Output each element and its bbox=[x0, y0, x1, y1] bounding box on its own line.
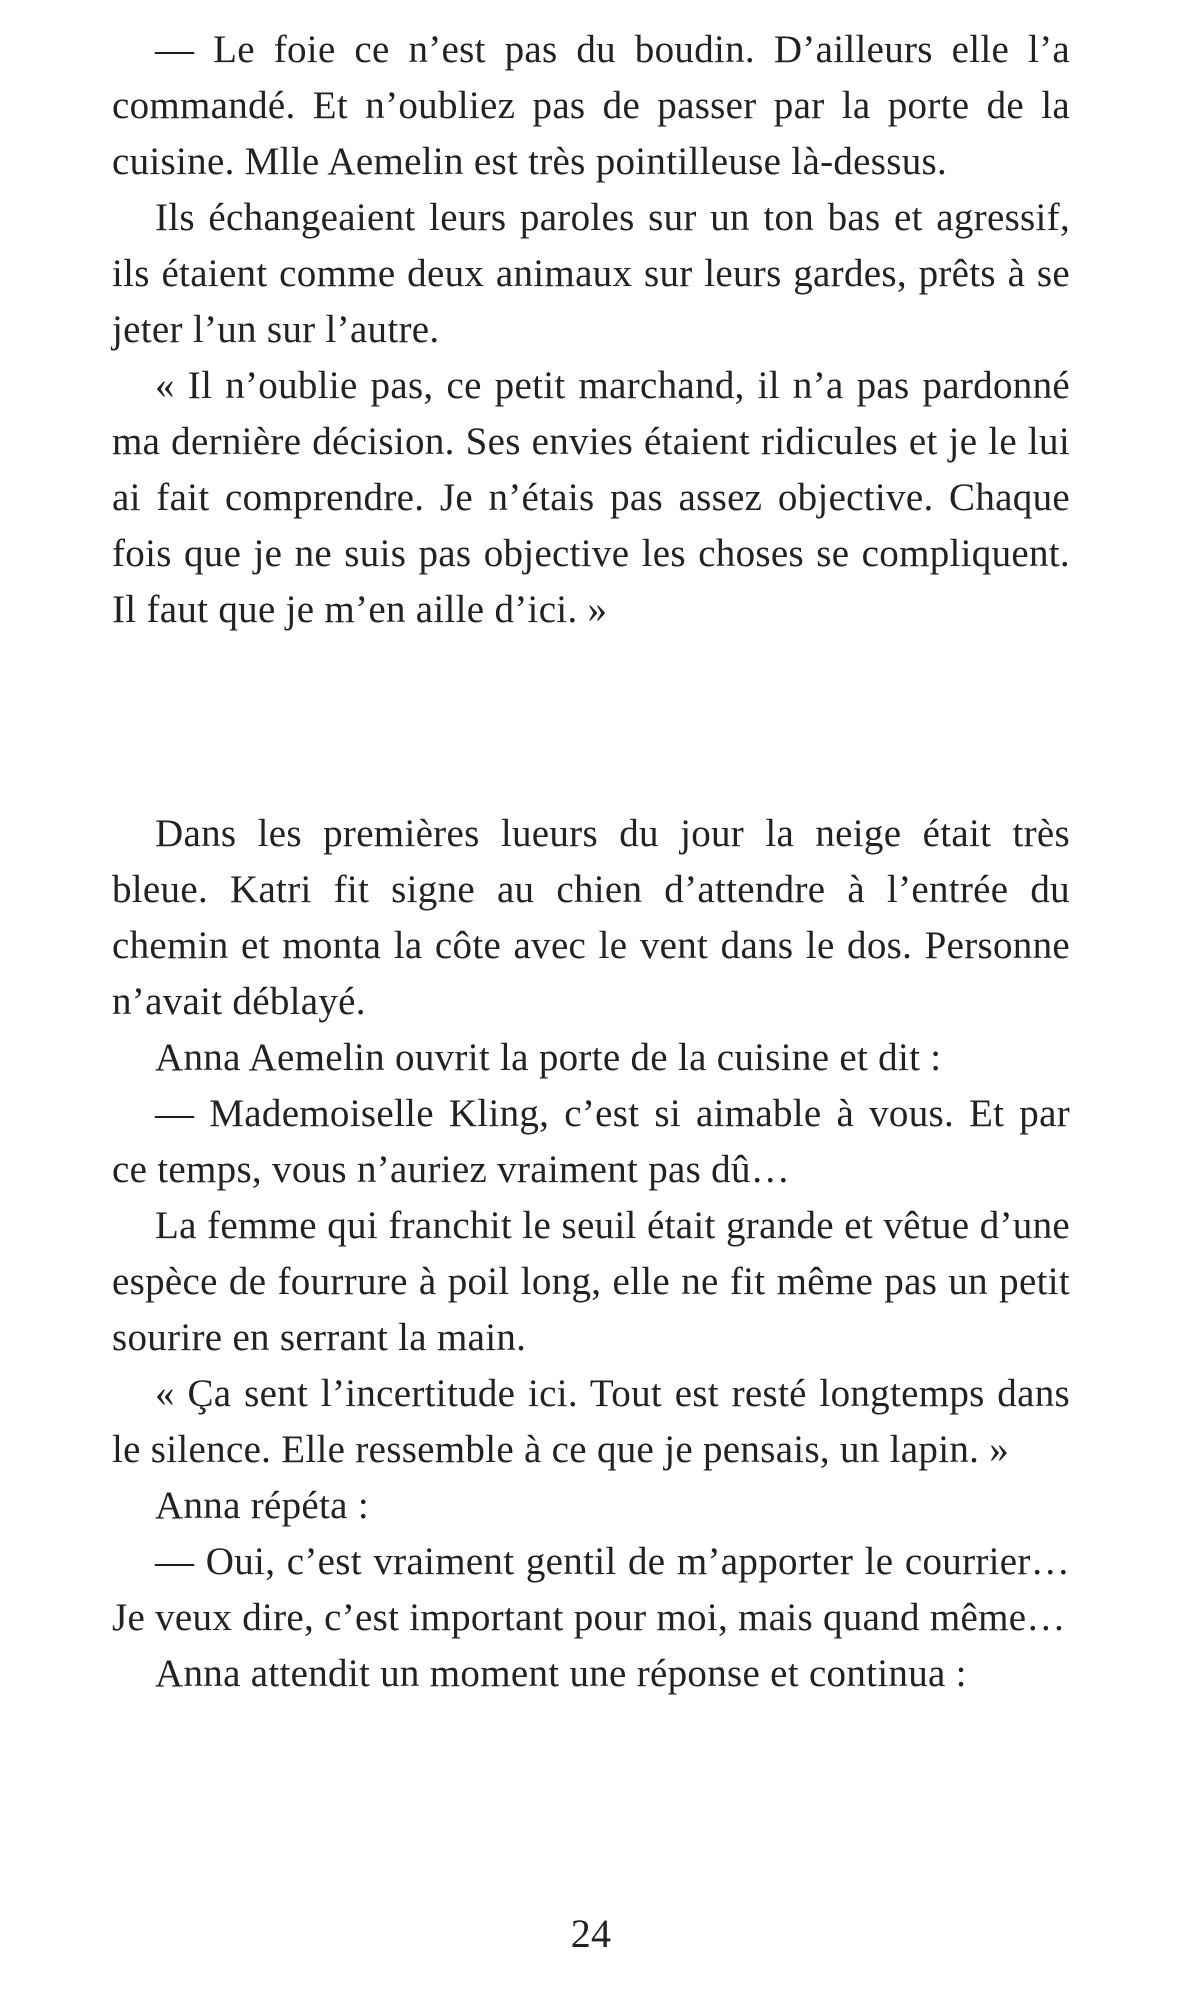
paragraph: — Mademoiselle Kling, c’est si aimable à vous. Et par ce temps, vous n’auriez vraiment pas dû… bbox=[112, 1092, 1070, 1191]
paragraph: « Ça sent l’incertitude ici. Tout est resté longtemps dans le silence. Elle ressemble à ce que je pensais, un lapin. » bbox=[112, 1372, 1070, 1471]
paragraph: — Le foie ce n’est pas du boudin. D’ailleurs elle l’a commandé. Et n’oubliez pas de passer par la porte de la cuisine. Mlle Aemelin est très pointilleuse là-dessus. bbox=[112, 28, 1070, 183]
page-number: 24 bbox=[570, 1911, 612, 1956]
paragraph: La femme qui franchit le seuil était grande et vêtue d’une espèce de fourrure à poil long, elle ne fit même pas un petit sourire en serrant la main. bbox=[112, 1204, 1070, 1359]
paragraph: — Oui, c’est vraiment gentil de m’apporter le courrier… Je veux dire, c’est important pour moi, mais quand même… bbox=[112, 1540, 1070, 1639]
paragraph: Dans les premières lueurs du jour la neige était très bleue. Katri fit signe au chien d’attendre à l’entrée du chemin et monta la côte avec le vent dans le dos. Personne n’avait déblayé. bbox=[112, 812, 1070, 1023]
text-section-1 bbox=[112, 22, 1070, 638]
paragraph: Anna Aemelin ouvrit la porte de la cuisine et dit : bbox=[155, 1036, 942, 1079]
paragraph: « Il n’oublie pas, ce petit marchand, il n’a pas pardonné ma dernière décision. Ses envies étaient ridicules et je le lui ai fait comprendre. Je n’étais pas assez objective. Chaque fois que je ne suis pas objective les choses se compliquent. Il faut que je m’en aille d’ici. » bbox=[112, 364, 1070, 631]
paragraph: Anna attendit un moment une réponse et continua : bbox=[155, 1652, 967, 1695]
paragraph: Anna répéta : bbox=[155, 1484, 369, 1527]
paragraph: Ils échangeaient leurs paroles sur un ton bas et agressif, ils étaient comme deux animaux sur leurs gardes, prêts à se jeter l’un sur l’autre. bbox=[112, 196, 1070, 351]
text-section-2 bbox=[112, 806, 1070, 1702]
